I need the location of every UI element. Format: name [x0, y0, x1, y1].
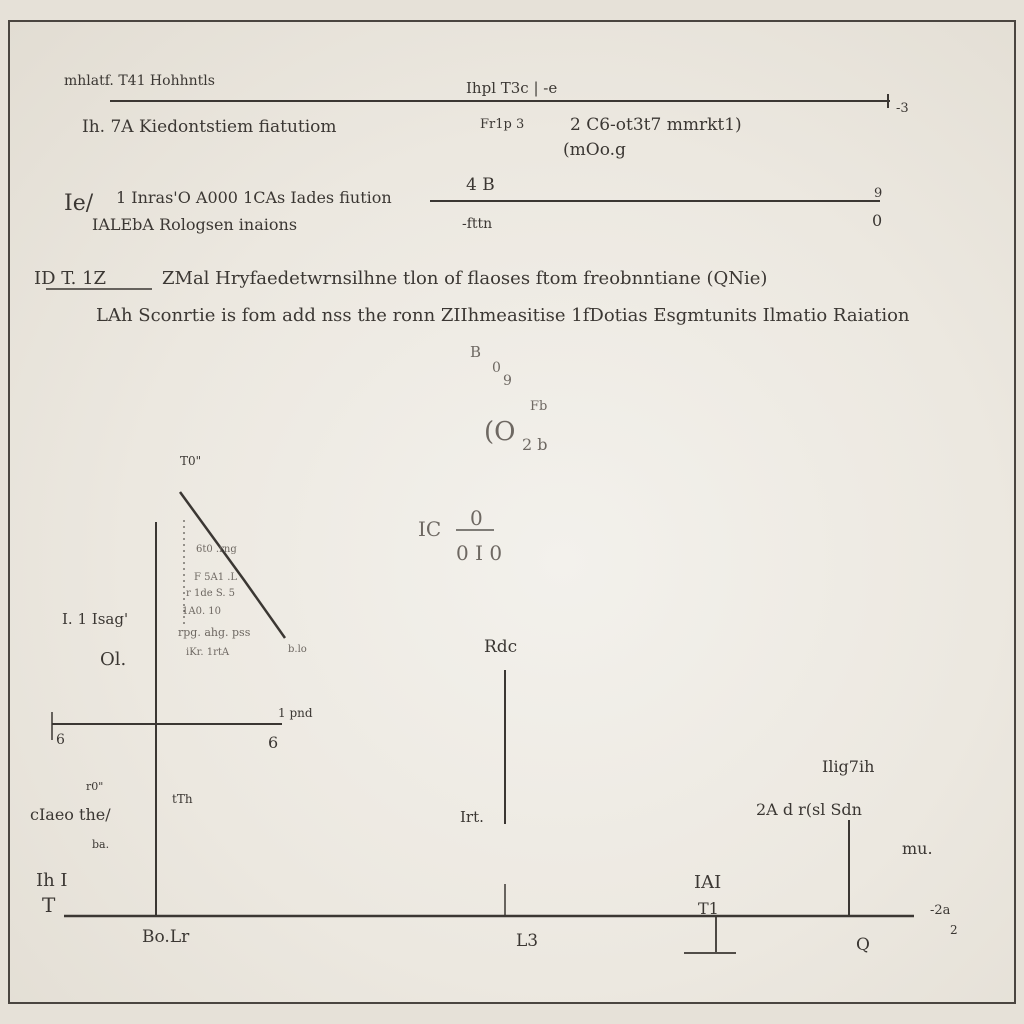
left-plot-line-end: b.lo: [288, 644, 307, 655]
formula-a: B: [470, 343, 482, 361]
mid-formula-left: IC: [418, 517, 442, 541]
block2-prefix: Ie/: [64, 191, 94, 216]
center-base-label: L3: [516, 931, 539, 951]
formula-b: 0: [492, 360, 501, 376]
subtitle-text: LAh Sconrtie is fom add nss the ronn ZIIhmeasitise 1fDotias Esgmtunits Ilmatio Raiation: [96, 305, 910, 326]
left-plot-y-label2: Ol.: [100, 649, 127, 670]
mid-formula-bottom: 0 I 0: [456, 541, 503, 565]
left-plot-x-right: 6: [268, 733, 279, 752]
left-plot-note-6: 6t0 .rng: [196, 544, 237, 555]
left-plot-note-1: F 5A1 .L: [194, 572, 238, 583]
left-plot-x-left: 6: [56, 732, 65, 748]
center-top-label: Rdc: [484, 637, 518, 657]
right-plot-label-c: mu.: [902, 839, 933, 858]
right-plot-label-b: 2A d r(sl Sdn: [756, 800, 862, 819]
formula-f: 2 b: [522, 435, 548, 454]
right-plot-axis-end2: 2: [950, 923, 958, 937]
header-row2-sub: (mOo.g: [563, 140, 626, 160]
header-row1-marker: Ihpl T3c | -e: [466, 79, 558, 97]
left-plot-annot2: cIaeo the/: [30, 805, 111, 824]
block2-line1: 1 Inras'O A000 1CAs Iades fiution: [116, 188, 392, 207]
left-plot-corner-top: Ih I: [36, 870, 68, 891]
header-row2-mid: Fr1p 3: [480, 117, 525, 132]
header-row1-end: -3: [896, 101, 909, 116]
header-row1-left: mhlatf. T41 Hohhntls: [64, 73, 215, 89]
block2-mark-bottom: -fttn: [462, 216, 493, 232]
left-plot-base-label: Bo.Lr: [142, 927, 190, 947]
left-plot-annot1: r0": [86, 780, 104, 793]
formula-c: 9: [503, 373, 512, 389]
right-plot-base-label: Q: [856, 935, 870, 955]
block2-mark-top: 4 B: [466, 175, 495, 195]
header-row2-left: Ih. 7A Kiedontstiem fiatutiom: [82, 117, 337, 137]
block2-end-top: 9: [874, 186, 883, 201]
mid-formula-top: 0: [470, 506, 483, 530]
header-row2-right: 2 C6-ot3t7 mmrkt1): [570, 115, 742, 135]
block2-line2: IALEbA Rologsen inaions: [92, 215, 298, 234]
left-plot-note-5: iKr. 1rtA: [186, 647, 230, 658]
title-text: ZMal Hryfaedetwrnsilhne tlon of flaoses ftom freobnntiane (QNie): [162, 268, 768, 289]
left-plot-annot3: ba.: [92, 838, 110, 851]
left-plot-note-3: 1A0. 10: [182, 606, 222, 617]
formula-e: (O: [484, 417, 516, 447]
left-plot-annot4: tTh: [172, 792, 193, 806]
formula-d: Fb: [530, 399, 548, 414]
left-plot-y-label1: I. 1 Isag': [62, 610, 129, 628]
right-plot-axis-end: -2a: [930, 903, 951, 918]
center-mid-label: Irt.: [460, 808, 484, 826]
right-plot-tick-label: IAI: [694, 872, 722, 893]
left-plot-x-right-top: 1 pnd: [278, 706, 313, 720]
right-plot-label-a: Ilig7ih: [822, 757, 875, 776]
right-plot-tick-sub: T1: [698, 899, 719, 918]
left-plot-note-4: rpg. ahg. pss: [178, 626, 251, 639]
left-plot-corner-bottom: T: [42, 893, 56, 917]
title-prefix: ID T. 1Z: [34, 268, 107, 289]
left-plot-top-label: T0": [180, 454, 202, 468]
left-plot-note-2: r 1de S. 5: [186, 588, 236, 599]
block2-end-bottom: 0: [872, 211, 883, 230]
